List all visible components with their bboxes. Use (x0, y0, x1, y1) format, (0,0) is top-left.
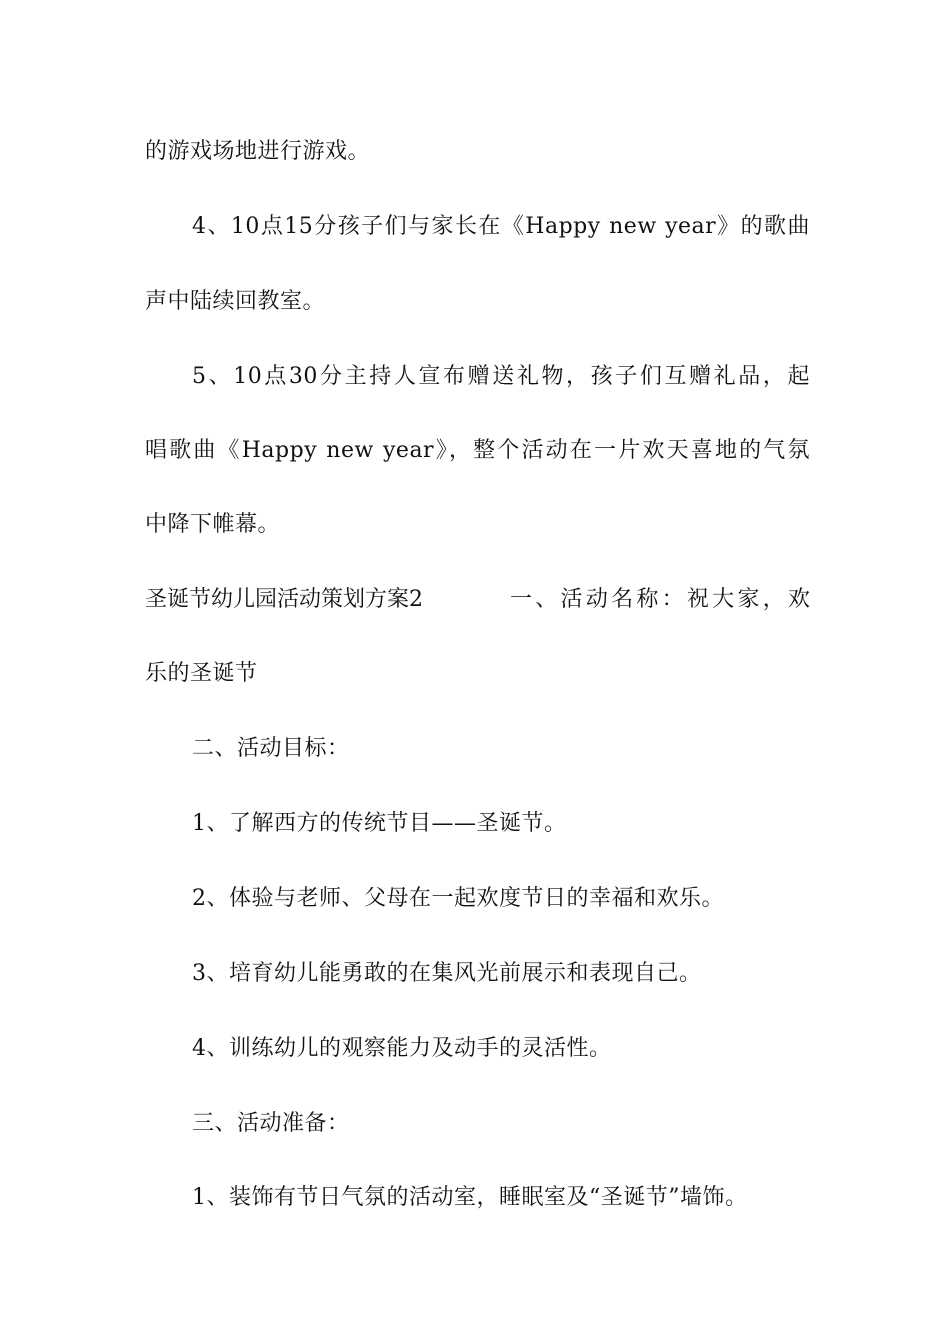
list-item: 1、了解西方的传统节目——圣诞节。 (192, 811, 567, 836)
section-heading: 二、活动目标： (192, 736, 350, 761)
list-item: 1、装饰有节日气氛的活动室，睡眠室及“圣诞节”墙饰。 (192, 1185, 748, 1210)
text-line: 声中陆续回教室。 (145, 289, 326, 314)
text-line: 5、10点30分主持人宣布赠送礼物，孩子们互赠礼品，起 (192, 364, 810, 389)
text-line: 中降下帷幕。 (145, 512, 281, 537)
text-line: 4、10点15分孩子们与家长在《Happy new year》的歌曲 (192, 214, 810, 239)
section-heading: 三、活动准备： (192, 1111, 350, 1136)
activity-name-label: 一、活动名称：祝大家，欢 (510, 587, 810, 612)
text-line: 唱歌曲《Happy new year》，整个活动在一片欢天喜地的气氛 (145, 438, 810, 463)
list-item: 4、训练幼儿的观察能力及动手的灵活性。 (192, 1036, 612, 1061)
text-line: 乐的圣诞节 (145, 661, 258, 686)
list-item: 2、体验与老师、父母在一起欢度节日的幸福和欢乐。 (192, 886, 724, 911)
list-item: 3、培育幼儿能勇敢的在集风光前展示和表现自己。 (192, 961, 702, 986)
plan-title: 圣诞节幼儿园活动策划方案2 (145, 587, 423, 612)
text-line: 的游戏场地进行游戏。 (145, 139, 371, 164)
